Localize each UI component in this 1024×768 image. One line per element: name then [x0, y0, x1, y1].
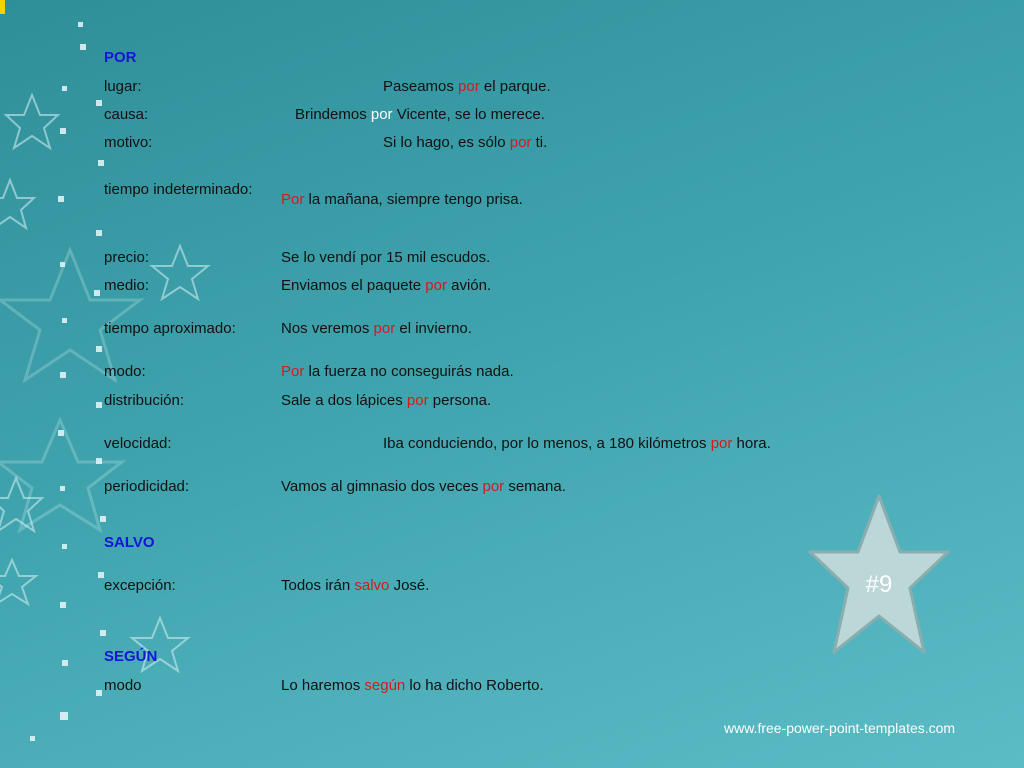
slide-number-label: #9 — [865, 571, 893, 598]
section-heading-salvo: SALVO — [104, 534, 155, 551]
example-distribucion: Sale a dos lápices por persona. — [281, 392, 492, 409]
example-tiempo-aproximado: Nos veremos por el invierno. — [281, 320, 472, 337]
footer-website: www.free-power-point-templates.com — [724, 720, 956, 736]
label-modo: modo: — [104, 363, 146, 380]
label-periodicidad: periodicidad: — [104, 478, 190, 495]
example-lugar: Paseamos por el parque. — [383, 78, 551, 95]
star-icon — [0, 250, 140, 380]
label-medio: medio: — [104, 277, 150, 294]
star-icon — [0, 180, 34, 228]
star-icon — [0, 560, 36, 604]
label-precio: precio: — [104, 249, 150, 266]
example-velocidad: Iba conduciendo, por lo menos, a 180 kilómetros por hora. — [383, 435, 771, 452]
example-modo: Por la fuerza no conseguirás nada. — [281, 363, 514, 380]
label-motivo: motivo: — [104, 134, 153, 151]
example-medio: Enviamos el paquete por avión. — [281, 277, 492, 294]
example-tiempo-indeterminado: Por la mañana, siempre tengo prisa. — [281, 191, 523, 208]
example-periodicidad: Vamos al gimnasio dos veces por semana. — [281, 478, 566, 495]
label-modo-segun: modo — [104, 677, 142, 694]
section-heading-por: POR — [104, 49, 137, 66]
label-tiempo-indeterminado: tiempo indeterminado: — [104, 181, 253, 198]
example-excepcion: Todos irán salvo José. — [281, 577, 430, 594]
label-excepcion: excepción: — [104, 577, 176, 594]
label-lugar: lugar: — [104, 78, 142, 95]
label-tiempo-aproximado: tiempo aproximado: — [104, 320, 236, 337]
star-icon — [152, 246, 208, 299]
section-heading-segun: SEGÚN — [104, 648, 158, 665]
example-precio: Se lo vendí por 15 mil escudos. — [281, 249, 491, 266]
example-causa: Brindemos por Vicente, se lo merece. — [295, 106, 545, 123]
label-causa: causa: — [104, 106, 149, 123]
label-velocidad: velocidad: — [104, 435, 172, 452]
example-motivo: Si lo hago, es sólo por ti. — [383, 134, 548, 151]
label-distribucion: distribución: — [104, 392, 185, 409]
example-modo-segun: Lo haremos según lo ha dicho Roberto. — [281, 677, 544, 694]
star-icon — [6, 95, 58, 148]
